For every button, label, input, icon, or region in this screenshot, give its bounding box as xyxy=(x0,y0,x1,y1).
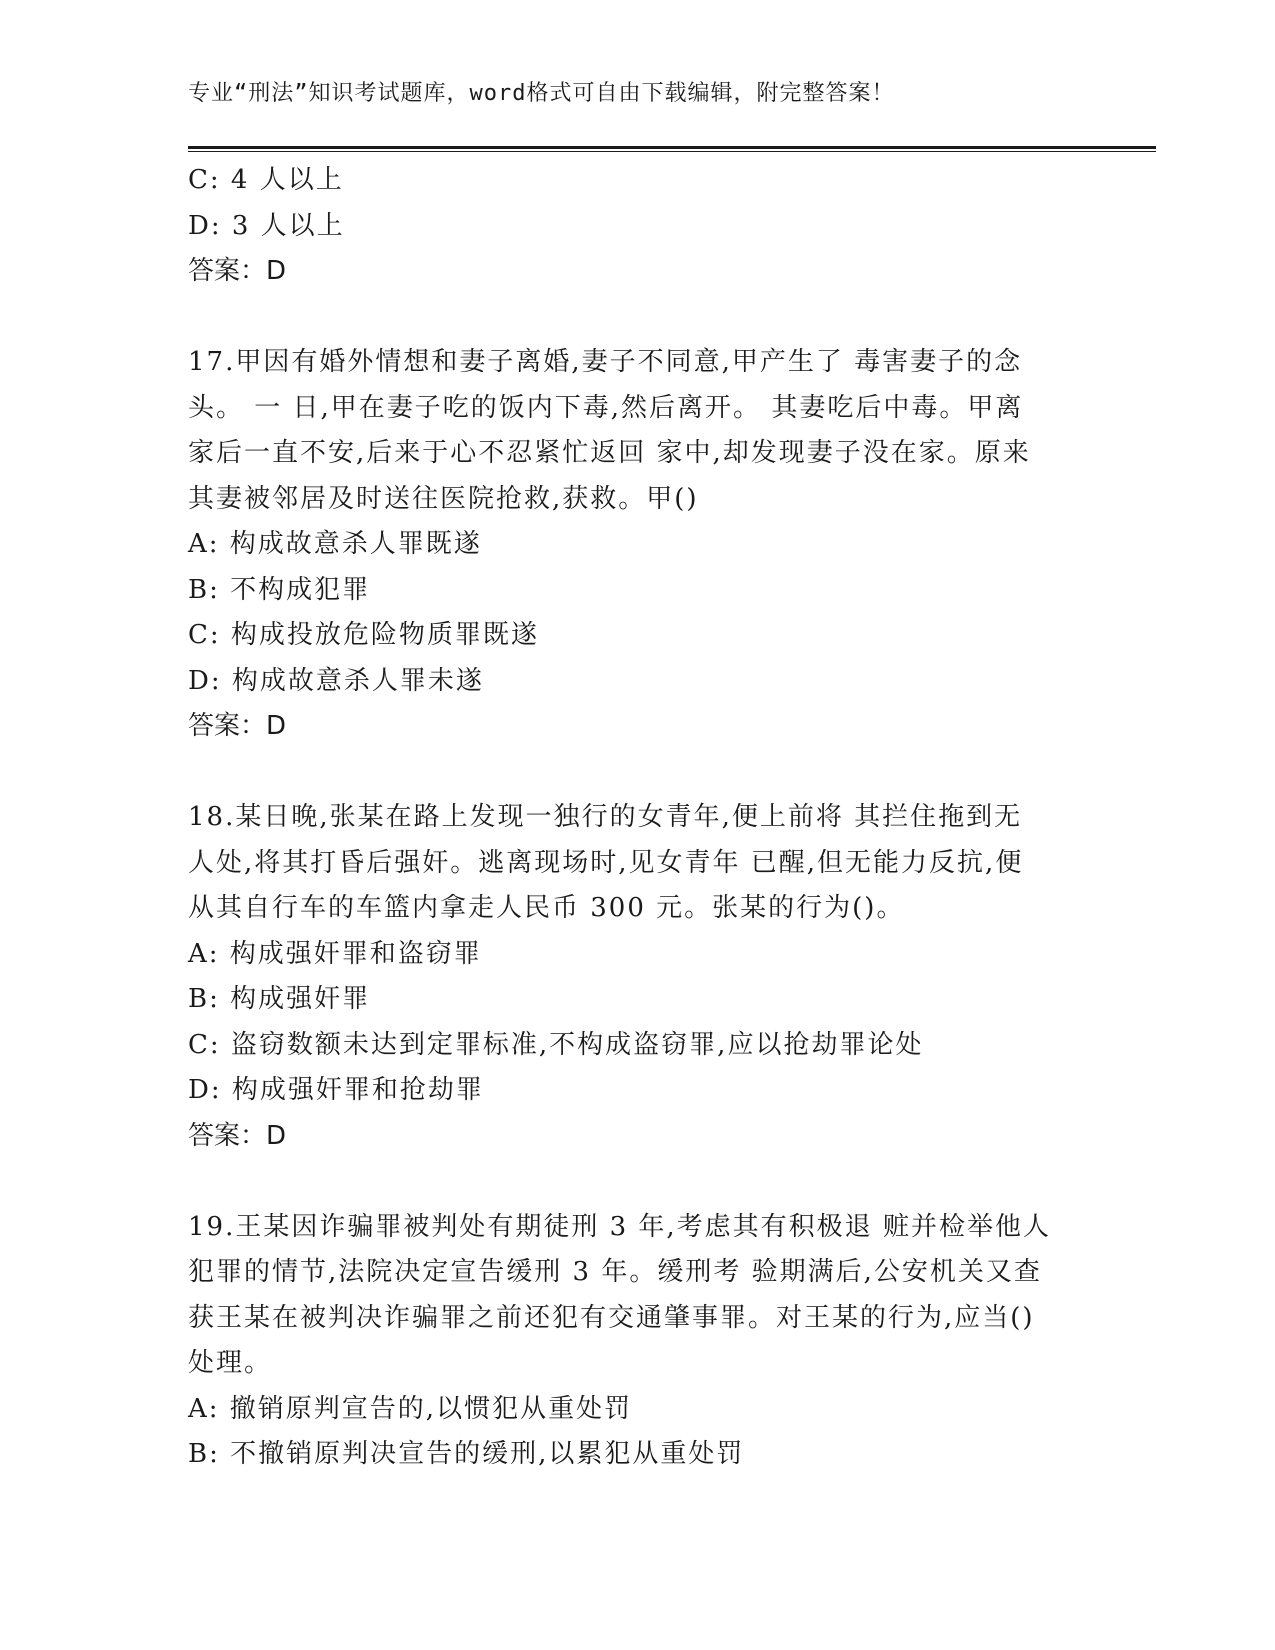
question-17 xyxy=(188,340,1088,750)
question-text-line: 家后一直不安,后来于心不忍紧忙返回 家中,却发现妻子没在家。原来 xyxy=(188,438,1031,468)
option-b: B: 构成强奸罪 xyxy=(188,984,371,1014)
spacer xyxy=(188,1159,1088,1205)
header-rule-thick xyxy=(188,146,1156,149)
option-b: B: 不构成犯罪 xyxy=(188,574,371,605)
header-rule-thin xyxy=(188,151,1156,152)
question-16-continuation xyxy=(188,158,1088,295)
spacer xyxy=(188,750,1088,796)
question-text-line: 17.甲因有婚外情想和妻子离婚,妻子不同意,甲产生了 毒害妻子的念 xyxy=(188,347,1023,377)
option-d: D: 3 人以上 xyxy=(188,210,345,241)
option-a: A: 构成强奸罪和盗窃罪 xyxy=(188,938,482,969)
answer: 答案：D xyxy=(188,256,287,286)
question-18 xyxy=(188,795,1088,1159)
document-body xyxy=(188,158,1088,1478)
option-d: D: 构成故意杀人罪未遂 xyxy=(188,665,484,696)
spacer xyxy=(188,295,1088,341)
question-text-line: 其妻被邻居及时送往医院抢救,获救。甲() xyxy=(188,483,699,514)
option-d: D: 构成强奸罪和抢劫罪 xyxy=(188,1075,484,1105)
option-a: A: 撤销原判宣告的,以惯犯从重处罚 xyxy=(188,1393,633,1424)
question-text-line: 获王某在被判决诈骗罪之前还犯有交通肇事罪。对王某的行为,应当() xyxy=(188,1302,1035,1333)
option-c: C: 构成投放危险物质罪既遂 xyxy=(188,620,539,650)
option-c: C: 4 人以上 xyxy=(188,165,344,195)
question-text-line: 犯罪的情节,法院决定宣告缓刑 3 年。缓刑考 验期满后,公安机关又查 xyxy=(188,1257,1042,1287)
question-text-line: 处理。 xyxy=(188,1348,273,1378)
answer: 答案：D xyxy=(188,1120,287,1151)
option-c: C: 盗窃数额未达到定罪标准,不构成盗窃罪,应以抢劫罪论处 xyxy=(188,1029,924,1060)
question-19 xyxy=(188,1205,1088,1478)
page-header: 专业“刑法”知识考试题库，word格式可自由下载编辑，附完整答案！ xyxy=(188,81,895,106)
question-text-line: 头。 一 日,甲在妻子吃的饭内下毒,然后离开。 其妻吃后中毒。甲离 xyxy=(188,392,1024,423)
option-b: B: 不撤销原判决宣告的缓刑,以累犯从重处罚 xyxy=(188,1439,745,1469)
question-text-line: 从其自行车的车篮内拿走人民币 300 元。张某的行为()。 xyxy=(188,893,905,923)
question-text-line: 18.某日晚,张某在路上发现一独行的女青年,便上前将 其拦住拖到无 xyxy=(188,802,1023,832)
option-a: A: 构成故意杀人罪既遂 xyxy=(188,529,482,559)
question-text-line: 19.王某因诈骗罪被判处有期徒刑 3 年,考虑其有积极退 赃并检举他人 xyxy=(188,1211,1051,1242)
answer: 答案：D xyxy=(188,711,287,741)
question-text-line: 人处,将其打昏后强奸。逃离现场时,见女青年 已醒,但无能力反抗,便 xyxy=(188,847,1024,878)
